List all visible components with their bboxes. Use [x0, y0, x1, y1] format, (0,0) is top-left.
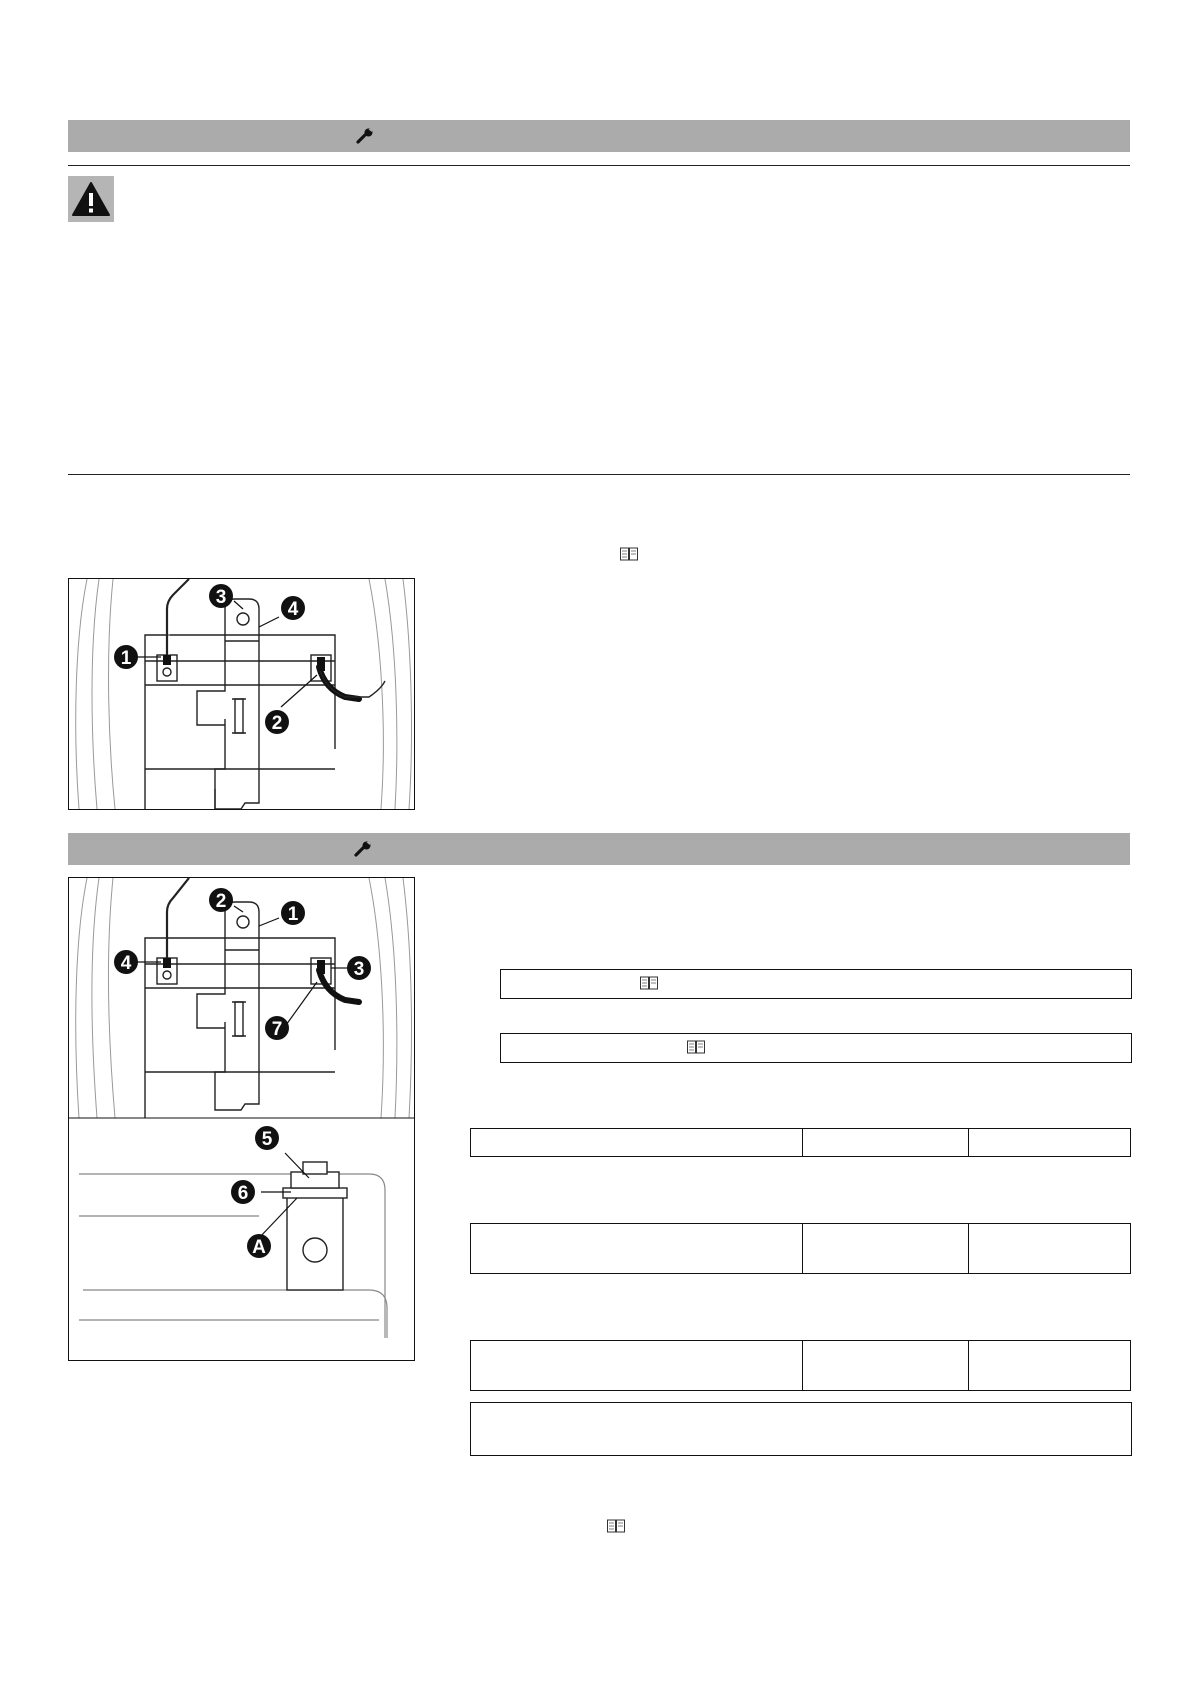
table-row [471, 1129, 1131, 1157]
table-cell [471, 1129, 803, 1157]
warning-top-rule [68, 165, 1130, 166]
spec-table-2 [470, 1223, 1131, 1274]
svg-text:7: 7 [271, 1019, 283, 1040]
svg-text:3: 3 [353, 959, 365, 980]
callout-3 [347, 956, 371, 980]
note-box [470, 1402, 1132, 1456]
callout-7 [265, 1016, 289, 1040]
svg-text:6: 6 [237, 1183, 249, 1204]
wrench-icon [356, 128, 374, 144]
battery-figure-1 [68, 578, 415, 810]
reference-box-1 [500, 969, 1132, 999]
svg-text:2: 2 [271, 713, 283, 734]
manual-reference-icon [620, 547, 638, 561]
svg-text:4: 4 [120, 953, 132, 974]
warning-bottom-rule [68, 474, 1130, 475]
figure-1-callouts [114, 584, 305, 734]
table-cell [803, 1129, 969, 1157]
svg-text:2: 2 [215, 891, 227, 912]
battery-figure-2 [68, 877, 415, 1361]
spec-table-1 [470, 1128, 1131, 1157]
callout-4 [281, 596, 305, 620]
reference-box-2 [500, 1033, 1132, 1063]
table-cell [969, 1224, 1131, 1274]
table-cell [969, 1129, 1131, 1157]
callout-3 [209, 584, 233, 608]
wrench-icon [354, 841, 372, 857]
battery-illustration-2 [69, 878, 414, 1360]
warning-triangle-icon [68, 176, 114, 222]
manual-reference-icon [640, 976, 658, 990]
svg-text:A: A [252, 1237, 266, 1258]
warning-icon-box [68, 176, 114, 222]
table-cell [803, 1341, 969, 1391]
callout-1 [114, 645, 138, 669]
table-cell [471, 1224, 803, 1274]
spec-table-3 [470, 1340, 1131, 1391]
svg-text:1: 1 [287, 904, 299, 925]
svg-text:5: 5 [261, 1129, 273, 1150]
manual-reference-icon [687, 1040, 705, 1054]
callout-2 [209, 888, 233, 912]
table-cell [803, 1224, 969, 1274]
callout-1 [281, 901, 305, 925]
table-cell [471, 1341, 803, 1391]
svg-text:1: 1 [120, 648, 132, 669]
table-row [471, 1224, 1131, 1274]
callout-6 [231, 1180, 255, 1204]
table-cell [969, 1341, 1131, 1391]
section-header-bar-remove [68, 120, 1130, 152]
svg-text:3: 3 [215, 587, 227, 608]
battery-illustration-1 [69, 579, 414, 809]
svg-text:4: 4 [287, 599, 299, 620]
callout-a [247, 1234, 271, 1258]
manual-reference-icon [607, 1519, 625, 1533]
section-header-bar-install [68, 833, 1130, 865]
callout-5 [255, 1126, 279, 1150]
table-row [471, 1341, 1131, 1391]
callout-2 [265, 710, 289, 734]
callout-4 [114, 950, 138, 974]
